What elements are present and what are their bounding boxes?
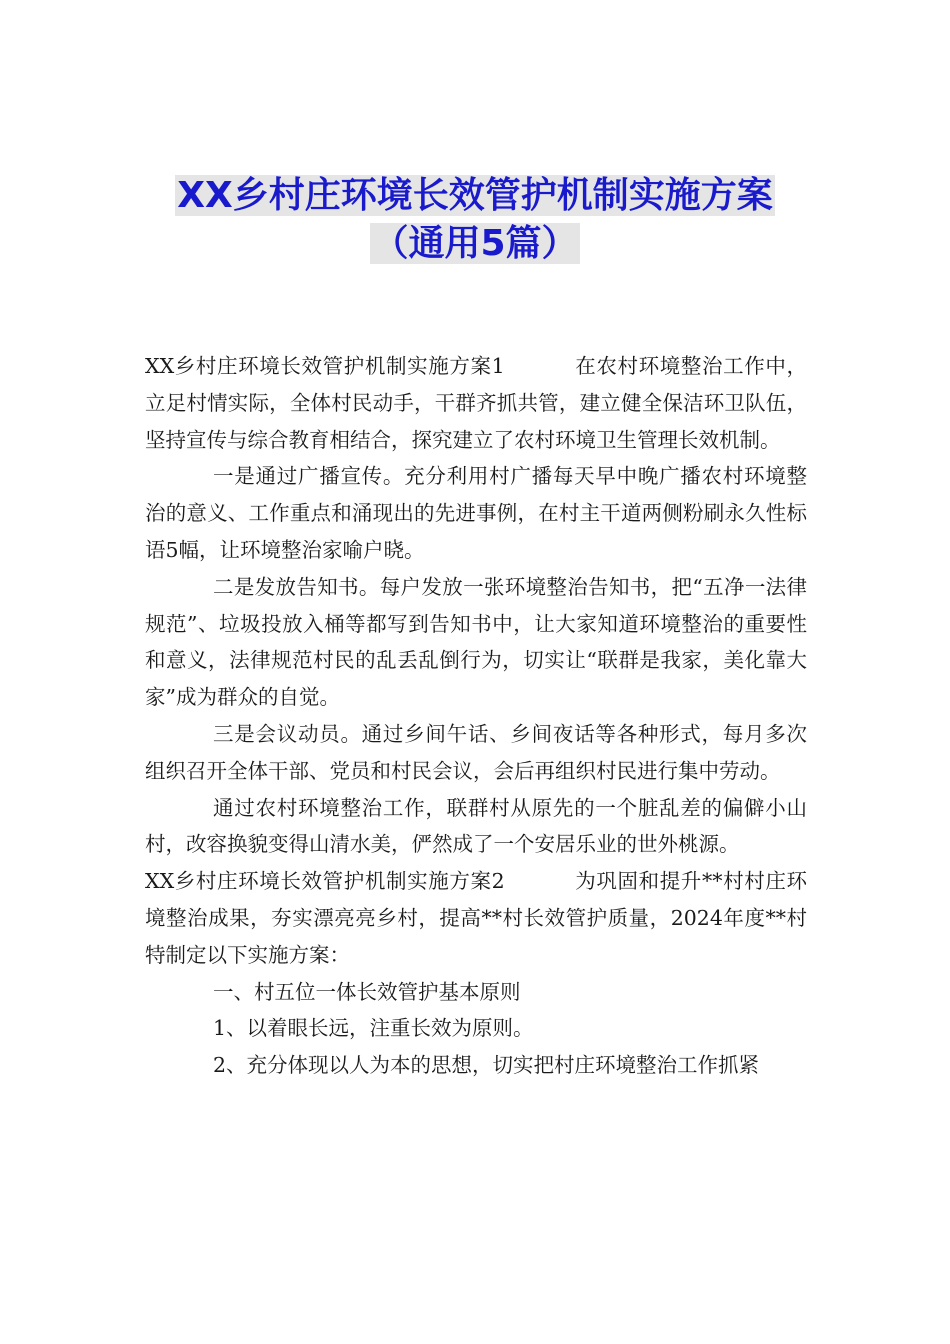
title-line-1: XX乡村庄环境长效管护机制实施方案 bbox=[177, 175, 773, 216]
paragraph: 一、村五位一体长效管护基本原则 bbox=[213, 979, 521, 1004]
paragraph: 一是通过广播宣传。充分利用村广播每天早中晚广播农村环境整治的意义、工作重点和涌现出的先进事例，在村主干道两侧粉刷永久性标语5幅，让环境整治家喻户晓。 bbox=[145, 464, 807, 562]
paragraph: 1、以着眼长远，注重长效为原则。 bbox=[213, 1016, 534, 1041]
document-subtitle bbox=[0, 220, 950, 268]
section-1-lead: 在农村环境整治工作中，立足村情实际，全体村民动手，干群齐抓共管，建立健全保洁环卫队伍，坚持宣传与综合教育相结合，探究建立了农村环境卫生管理长效机制。 bbox=[145, 354, 808, 452]
document-body bbox=[145, 348, 807, 1084]
paragraph: 2、充分体现以人为本的思想，切实把村庄环境整治工作抓紧 bbox=[213, 1053, 760, 1078]
paragraph: 通过农村环境整治工作，联群村从原先的一个脏乱差的偏僻小山村，改容换貌变得山清水美，俨然成了一个安居乐业的世外桃源。 bbox=[145, 795, 807, 857]
section-1-heading: XX乡村庄环境长效管护机制实施方案1 bbox=[145, 354, 505, 378]
document-title bbox=[0, 172, 950, 220]
section-2-lead: 为巩固和提升**村村庄环境整治成果，夯实漂亮亮乡村，提高**村长效管护质量，2024年度**村特制定以下实施方案： bbox=[145, 869, 808, 967]
title-line-2: （通用5篇） bbox=[372, 223, 578, 264]
paragraph: 三是会议动员。通过乡间午话、乡间夜话等各种形式，每月多次组织召开全体干部、党员和村民会议，会后再组织村民进行集中劳动。 bbox=[145, 721, 807, 783]
section-1-intro bbox=[145, 348, 807, 458]
paragraph: 二是发放告知书。每户发放一张环境整治告知书，把“五净一法律规范”、垃圾投放入桶等都写到告知书中，让大家知道环境整治的重要性和意义，法律规范村民的乱丢乱倒行为，切实让“联群是我家，美化靠大家”成为群众的自觉。 bbox=[145, 574, 807, 710]
section-2-heading: XX乡村庄环境长效管护机制实施方案2 bbox=[145, 869, 505, 894]
section-2-intro bbox=[145, 863, 807, 973]
